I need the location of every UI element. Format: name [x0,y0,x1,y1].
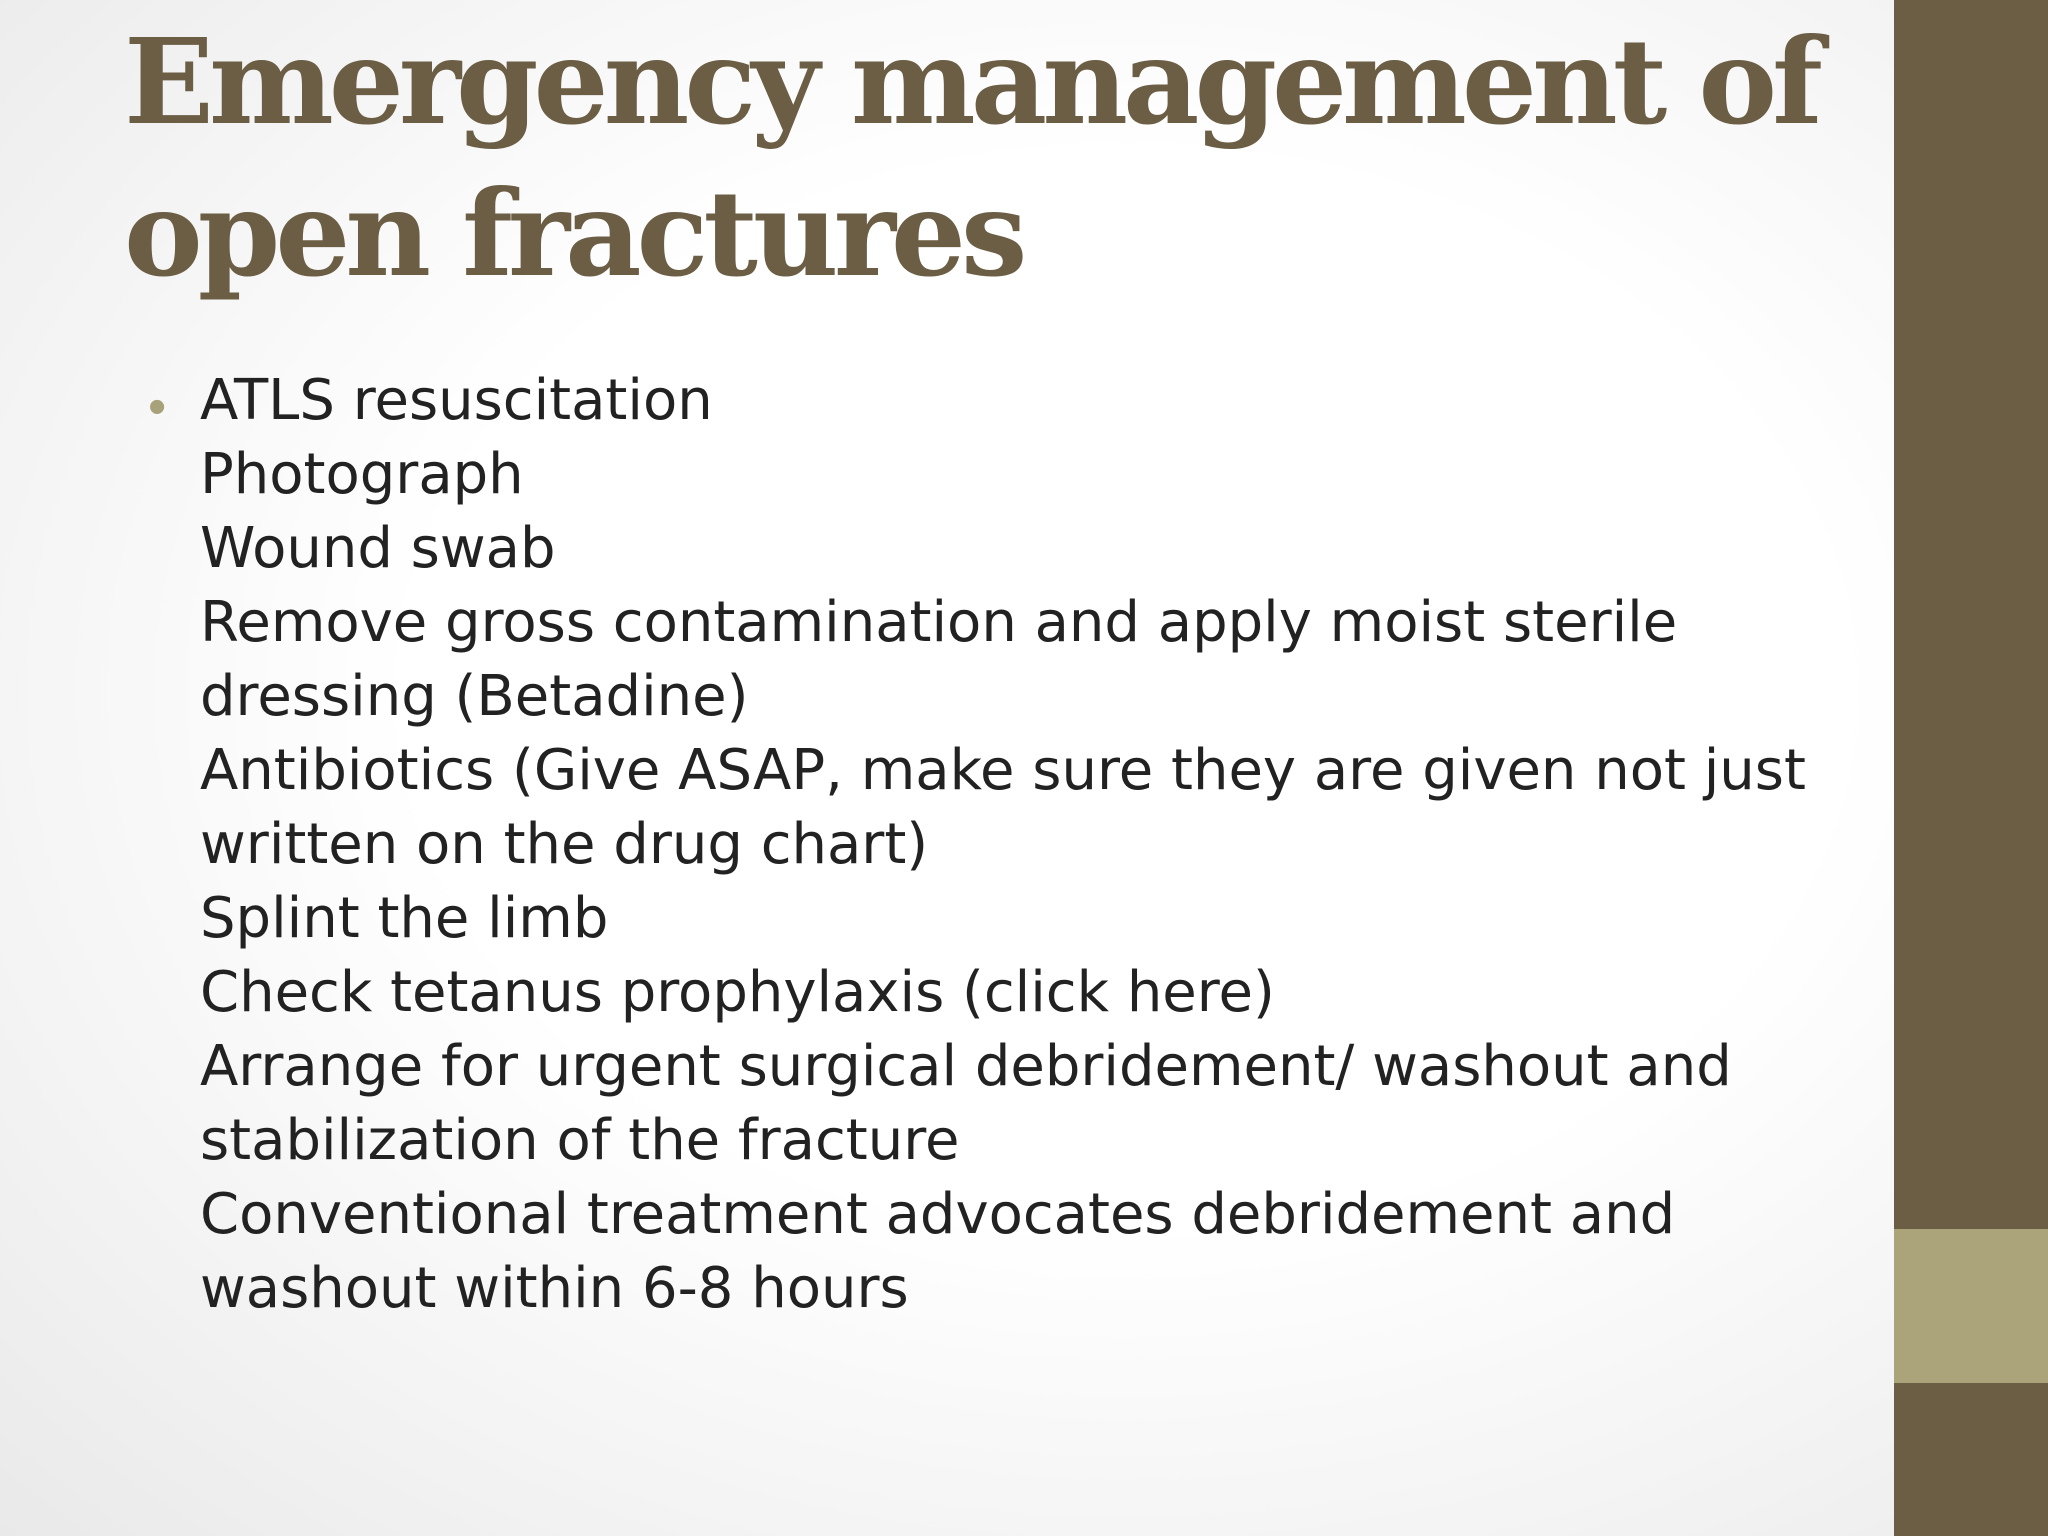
side-bar-accent-block [1894,1229,2048,1383]
slide-title: Emergency management of open fractures [124,12,1818,303]
bullet-item [148,364,1848,1326]
bullet-line: Photograph [200,442,524,507]
bullet-line: ATLS resuscitation [200,368,713,433]
tetanus-link-line[interactable]: Check tetanus prophylaxis (click here) [200,960,1275,1025]
bullet-line: Splint the limb [200,886,609,951]
bullet-dot-icon: • [148,378,167,436]
side-bar-top-block [1894,0,2048,1229]
bullet-line: written on the drug chart) [200,812,929,877]
bullet-line: Conventional treatment advocates debridement and [200,1182,1676,1247]
bullet-line: stabilization of the fracture [200,1108,960,1173]
bullet-line: Wound swab [200,516,556,581]
bullet-line: Remove gross contamination and apply moist sterile [200,590,1678,655]
side-bar-bottom-block [1894,1383,2048,1536]
bullet-list [148,364,1848,1326]
bullet-line: washout within 6-8 hours [200,1256,909,1321]
bullet-line: dressing (Betadine) [200,664,749,729]
bullet-line: Antibiotics (Give ASAP, make sure they are given not just [200,738,1806,803]
bullet-line: Arrange for urgent surgical debridement/ washout and [200,1034,1732,1099]
side-decoration-bar [1894,0,2048,1536]
